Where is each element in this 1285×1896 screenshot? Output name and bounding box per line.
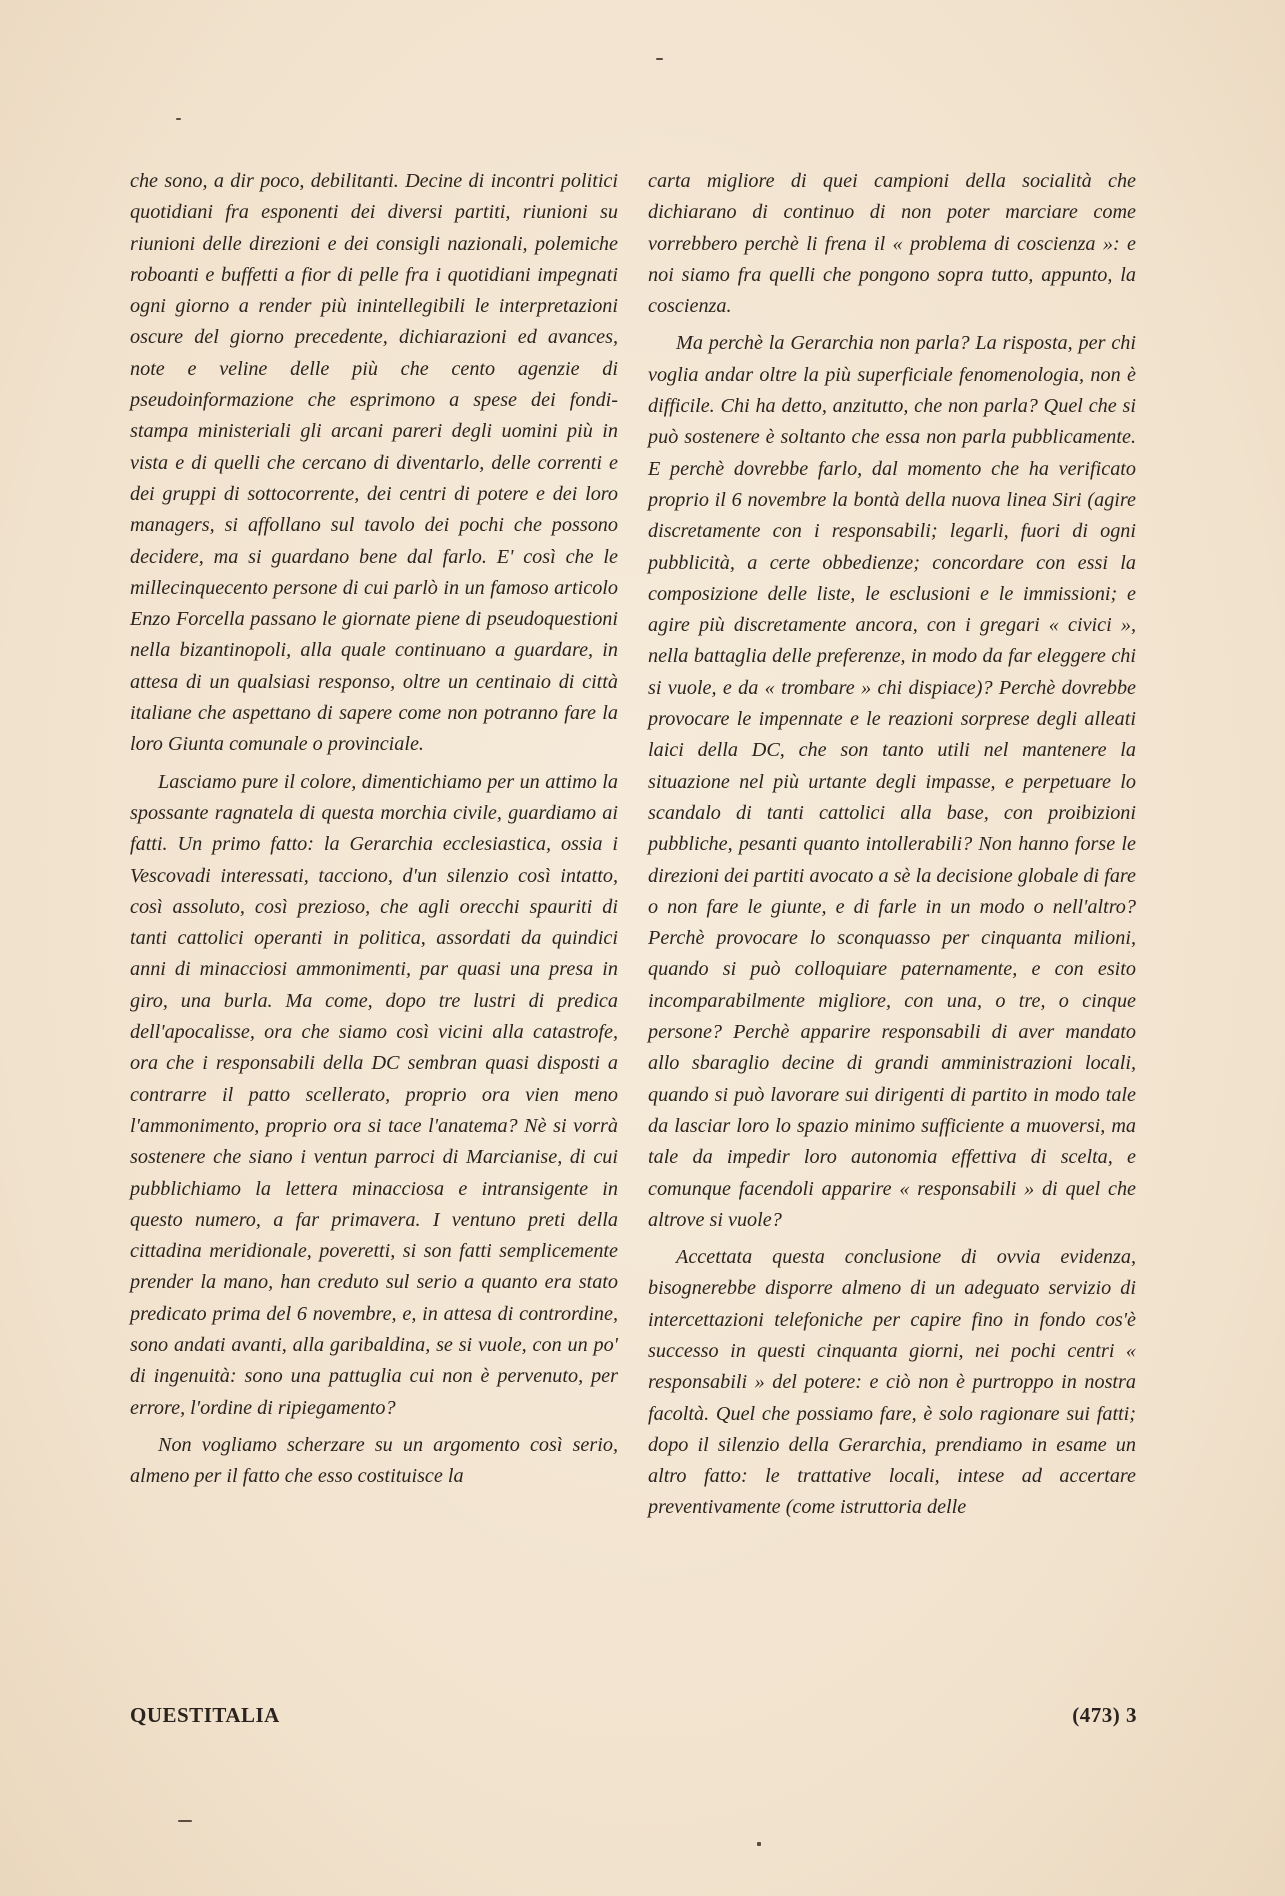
print-speck: [757, 1842, 761, 1846]
paragraph: che sono, a dir poco, debilitanti. Decine di incontri politici quotidiani fra esponenti dei diversi partiti, riunioni su riunioni delle direzioni e dei consigli nazionali, polemiche roboanti e buffetti a fior di pelle fra i quotidiani impegnati ogni giorno a render più inintellegibili le interpretazioni oscure del giorno precedente, dichiarazioni ed avances, note e veline delle più che cento agenzie di pseudoinformazione che esprimono a spese dei fondi-stampa ministeriali gli arcani pareri degli uomini più in vista e di quelli che cercano di diventarlo, delle correnti e dei gruppi di sottocorrente, dei centri di potere e dei loro managers, si affollano sul tavolo dei pochi che possono decidere, ma si guardano bene dal farlo. E' così che le millecinquecento persone di cui parlò in un famoso articolo Enzo Forcella passano le giornate piene di pseudoquestioni nella bizantinopoli, alla quale continuano a guardare, in attesa di un qualsiasi responso, oltre un centinaio di città italiane che aspettano di sapere come non potranno fare la loro Giunta comunale o provinciale.: [130, 170, 618, 756]
print-speck: [176, 118, 181, 120]
paragraph: Non vogliamo scherzare su un argomento così serio, almeno per il fatto che esso costituisce la: [130, 1433, 618, 1488]
magazine-title: QUESTITALIA: [130, 1703, 280, 1727]
paragraph: Accettata questa conclusione di ovvia evidenza, bisognerebbe disporre almeno di un adeguato servizio di intercettazioni telefoniche per capire fino in fondo cos'è successo in questi cinquanta giorni, nei pochi centri « responsabili » del potere: e ciò non è purtroppo in nostra facoltà. Quel che possiamo fare, è solo ragionare sui fatti; dopo il silenzio della Gerarchia, prendiamo in esame un altro fatto: le trattative locali, intese ad accertare preventivamente (come istruttoria delle: [648, 1246, 1136, 1519]
page-number: (473) 3: [1072, 1703, 1137, 1727]
print-speck: [656, 58, 663, 60]
paragraph: carta migliore di quei campioni della socialità che dichiarano di continuo di non poter marciare come vorrebbero perchè li frena il « problema di coscienza »: e noi siamo fra quelli che pongono sopra tutto, appunto, la coscienza.: [648, 170, 1136, 318]
print-speck: [178, 1820, 192, 1822]
paragraph: Ma perchè la Gerarchia non parla? La risposta, per chi voglia andar oltre la più superficiale fenomenologia, non è difficile. Chi ha detto, anzitutto, che non parla? Quel che si può sostenere è soltanto che essa non parla pubblicamente. E perchè dovrebbe farlo, dal momento che ha verificato proprio il 6 novembre la bontà della nuova linea Siri (agire discretamente con i responsabili; legarli, fuori di ogni pubblicità, a certe obbedienze; concordare con essi la composizione delle liste, le esclusioni e le immissioni; e agire più discretamente ancora, con i gregari « civici », nella battaglia delle preferenze, in modo da far eleggere chi si vuole, e da « trombare » chi dispiace)? Perchè dovrebbe provocare le impennate e le reazioni sorprese degli alleati laici della DC, che son tanto utili nel mantenere la situazione nel più urtante degli impasse, e perpetuare lo scandalo di tanti cattolici alla base, con proibizioni pubbliche, pesanti quanto intollerabili? Non hanno forse le direzioni dei partiti avocato a sè la decisione globale di fare o non fare le giunte, e di farle in un modo o nell'altro? Perchè provocare lo sconquasso per cinquanta milioni, quando si può colloquiare paternamente, e con esito incomparabilmente migliore, con una, o tre, o cinque persone? Perchè apparire responsabili di aver mandato allo sbaraglio decine di grandi amministrazioni locali, quando si può lavorare sui dirigenti di partito in modo tale da lasciar loro lo spazio minimo sufficiente a muoversi, ma tale da impedir loro autonomia effettiva di scelta, e comunque facendoli apparire « responsabili » di quel che altrove si vuole?: [648, 332, 1136, 1231]
right-column: [648, 166, 1136, 1524]
left-column: [130, 166, 618, 1492]
paragraph: Lasciamo pure il colore, dimentichiamo per un attimo la spossante ragnatela di questa morchia civile, guardiamo ai fatti. Un primo fatto: la Gerarchia ecclesiastica, ossia i Vescovadi interessati, tacciono, d'un silenzio così intatto, così assoluto, così prezioso, che agli orecchi spauriti di tanti cattolici operanti in politica, assordati da quindici anni di minacciosi ammonimenti, par quasi una presa in giro, una burla. Ma come, dopo tre lustri di predica dell'apocalisse, ora che siamo così vicini alla catastrofe, ora che i responsabili della DC sembran quasi disposti a contrarre il patto scellerato, proprio ora vien meno l'ammonimento, proprio ora si tace l'anatema? Nè si vorrà sostenere che siano i ventun parroci di Marcianise, di cui pubblichiamo la lettera minacciosa e intransigente in questo numero, a far primavera. I ventuno preti della cittadina meridionale, poveretti, si son fatti semplicemente prender la mano, han creduto sul serio a quanto era stato predicato prima del 6 novembre, e, in attesa di contrordine, sono andati avanti, alla garibaldina, se si vuole, con un po' di ingenuità: sono una pattuglia cui non è pervenuto, per errore, l'ordine di ripiegamento?: [130, 770, 618, 1419]
